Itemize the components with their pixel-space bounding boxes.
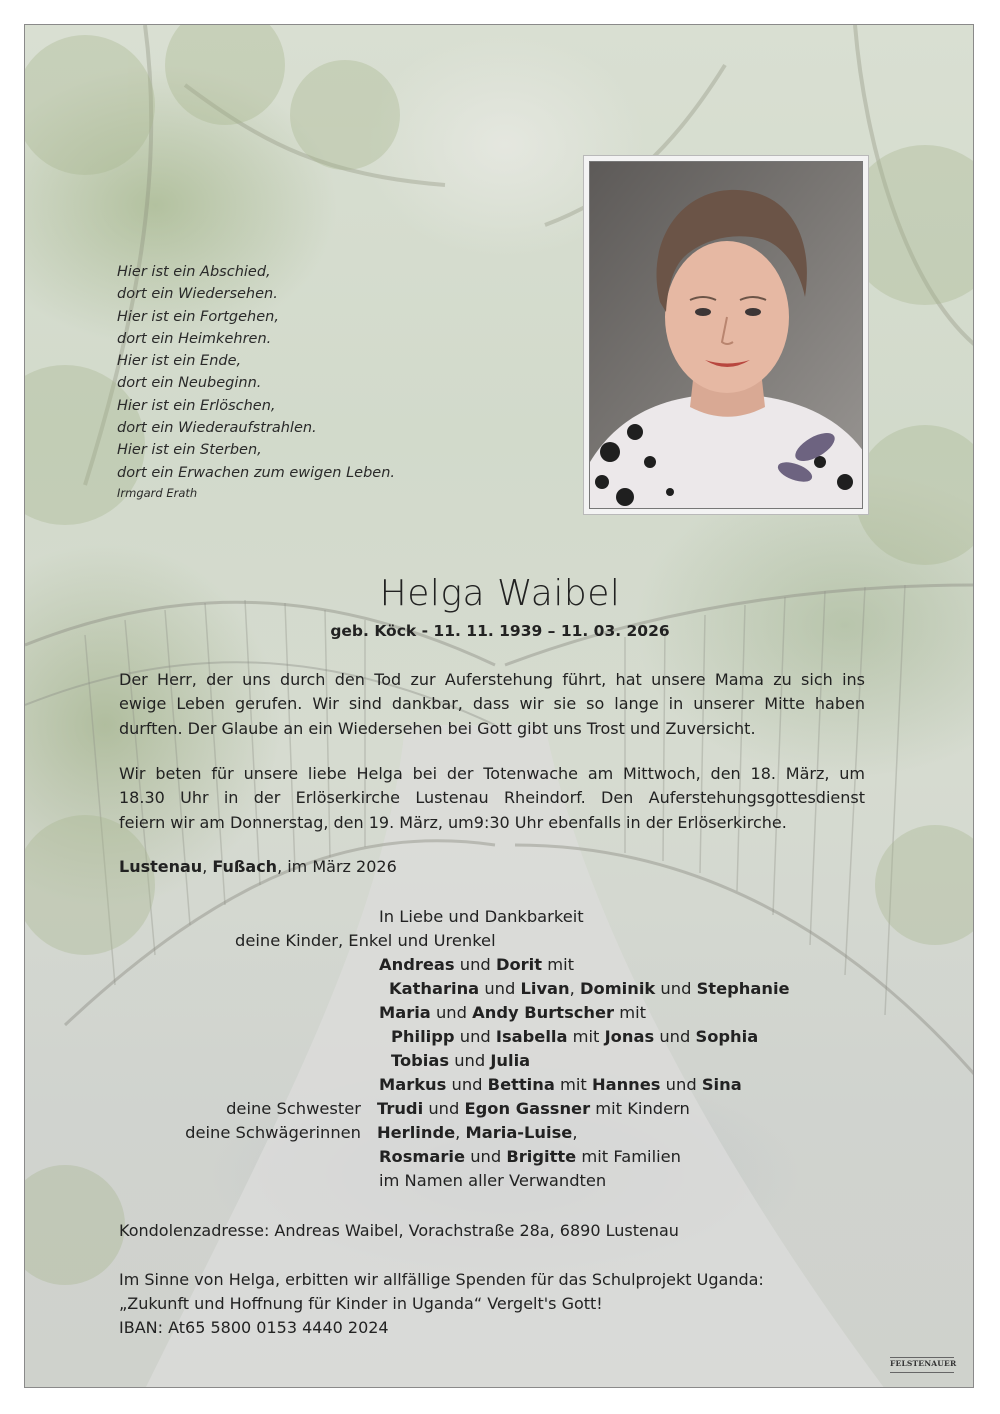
connector: , <box>569 979 580 998</box>
poem-line: Hier ist ein Fortgehen, <box>117 308 279 325</box>
family-name: Maria-Luise <box>465 1123 573 1142</box>
portrait-frame <box>583 155 869 515</box>
poem-line: dort ein Wiederaufstrahlen. <box>117 420 317 437</box>
connector: und <box>654 1027 696 1046</box>
poem-line: Hier ist ein Sterben, <box>117 442 262 459</box>
family-name: Tobias <box>391 1051 450 1070</box>
connector: und <box>454 1027 496 1046</box>
family-name: Sina <box>701 1075 742 1094</box>
sisters-in-law-label: deine Schwägerinnen <box>185 1123 361 1142</box>
connector: und <box>465 1147 507 1166</box>
announcement-paragraph <box>119 668 865 741</box>
poem-line: Hier ist ein Abschied, <box>117 264 271 280</box>
relatives-line: im Namen aller Verwandten <box>379 1171 607 1190</box>
family-name: Bettina <box>487 1075 555 1094</box>
family-line <box>379 953 574 977</box>
family-name: Rosmarie <box>379 1147 466 1166</box>
sister-label: deine Schwester <box>226 1099 361 1118</box>
family-name: Stephanie <box>696 979 790 998</box>
place-town: Lustenau <box>119 857 203 876</box>
family-name: Trudi <box>377 1099 424 1118</box>
connector: mit <box>567 1027 605 1046</box>
connector: und <box>655 979 697 998</box>
connector: und <box>660 1075 702 1094</box>
family-line <box>391 1049 530 1073</box>
poem-line: Hier ist ein Erlöschen, <box>117 397 276 414</box>
connector: und <box>430 1003 473 1022</box>
family-name: Andy Burtscher <box>472 1003 615 1022</box>
family-name: Philipp <box>391 1027 455 1046</box>
paragraph-line: durften. Der Glaube an ein Wiedersehen bei Gott gibt uns Trost und Zuversicht. <box>119 718 756 738</box>
place-date: , im März 2026 <box>277 857 397 876</box>
service-paragraph <box>119 762 865 835</box>
paragraph-line: ewige Leben gerufen. Wir sind dankbar, dass wir sie so lange in unserer Mitte haben <box>119 694 865 714</box>
connector: und <box>454 955 496 974</box>
family-name: Dominik <box>580 979 656 998</box>
poem-author: Irmgard Erath <box>117 485 198 500</box>
family-line <box>379 1073 742 1097</box>
family-line <box>379 1001 646 1025</box>
connector: und <box>449 1051 491 1070</box>
connector: mit <box>554 1075 592 1094</box>
family-name: Livan <box>520 979 570 998</box>
family-name: Julia <box>490 1051 531 1070</box>
family-name: Egon Gassner <box>464 1099 591 1118</box>
deceased-dates: geb. Köck - 11. 11. 1939 – 11. 03. 2026 <box>330 622 670 640</box>
family-name: Andreas <box>379 955 455 974</box>
paragraph-line: Wir beten für unsere liebe Helga bei der Totenwache am Mittwoch, den 18. März, um <box>119 764 865 783</box>
connector: und <box>423 1099 465 1118</box>
family-line <box>379 1145 681 1169</box>
deceased-name: Helga Waibel <box>379 573 621 614</box>
poem-line: Hier ist ein Ende, <box>117 353 242 370</box>
connector: und <box>479 979 521 998</box>
donation-line: „Zukunft und Hoffnung für Kinder in Uganda“ Vergelt's Gott! <box>119 1294 603 1313</box>
donation-line: Im Sinne von Helga, erbitten wir allfällige Spenden für das Schulprojekt Uganda: <box>119 1270 764 1289</box>
family-name: Hannes <box>591 1075 661 1094</box>
family-line <box>377 1121 578 1145</box>
connector: mit <box>542 955 574 974</box>
connector: , <box>572 1123 578 1142</box>
connector: und <box>446 1075 488 1094</box>
family-line <box>389 977 790 1001</box>
condolence-address: Kondolenzadresse: Andreas Waibel, Vorachstraße 28a, 6890 Lustenau <box>119 1221 679 1240</box>
poem-block <box>117 261 477 502</box>
children-label: deine Kinder, Enkel und Urenkel <box>235 931 496 950</box>
family-name: Maria <box>379 1003 431 1022</box>
family-name: Brigitte <box>506 1147 577 1166</box>
family-name: Dorit <box>495 955 543 974</box>
family-name: Katharina <box>389 979 480 998</box>
connector: mit Kindern <box>590 1099 690 1118</box>
poem-line: dort ein Wiedersehen. <box>117 286 278 303</box>
paragraph-line: 18.30 Uhr in der Erlöserkirche Lustenau Rheindorf. Den Auferstehungsgottesdienst <box>119 788 865 808</box>
poem-line: dort ein Erwachen zum ewigen Leben. <box>117 464 396 481</box>
family-intro: In Liebe und Dankbarkeit <box>379 907 584 926</box>
connector: mit <box>614 1003 647 1022</box>
poem-line: dort ein Heimkehren. <box>117 330 272 347</box>
family-line <box>391 1025 758 1049</box>
separator: , <box>202 857 213 876</box>
donation-line: IBAN: At65 5800 0153 4440 2024 <box>119 1318 389 1337</box>
donation-block <box>119 1268 764 1340</box>
obituary-page <box>24 24 974 1388</box>
connector: mit Familien <box>576 1147 681 1166</box>
poem-line: dort ein Neubeginn. <box>117 375 262 392</box>
portrait-illustration <box>590 162 863 509</box>
paragraph-line: feiern wir am Donnerstag, den 19. März, um9:30 Uhr ebenfalls in der Erlöserkirche. <box>119 812 787 832</box>
family-name: Herlinde <box>377 1123 456 1142</box>
connector: , <box>455 1123 466 1142</box>
portrait-photo <box>589 161 863 509</box>
funeral-home-logo: FELSTENAUER <box>890 1357 954 1373</box>
paragraph-line: Der Herr, der uns durch den Tod zur Auferstehung führt, hat unsere Mama zu sich ins <box>119 670 865 689</box>
place-date-line <box>119 857 397 876</box>
family-line <box>377 1097 690 1121</box>
place-town: Fußach <box>212 857 278 876</box>
family-name: Isabella <box>495 1027 568 1046</box>
family-name: Markus <box>379 1075 447 1094</box>
family-name: Jonas <box>604 1027 655 1046</box>
family-name: Sophia <box>695 1027 759 1046</box>
